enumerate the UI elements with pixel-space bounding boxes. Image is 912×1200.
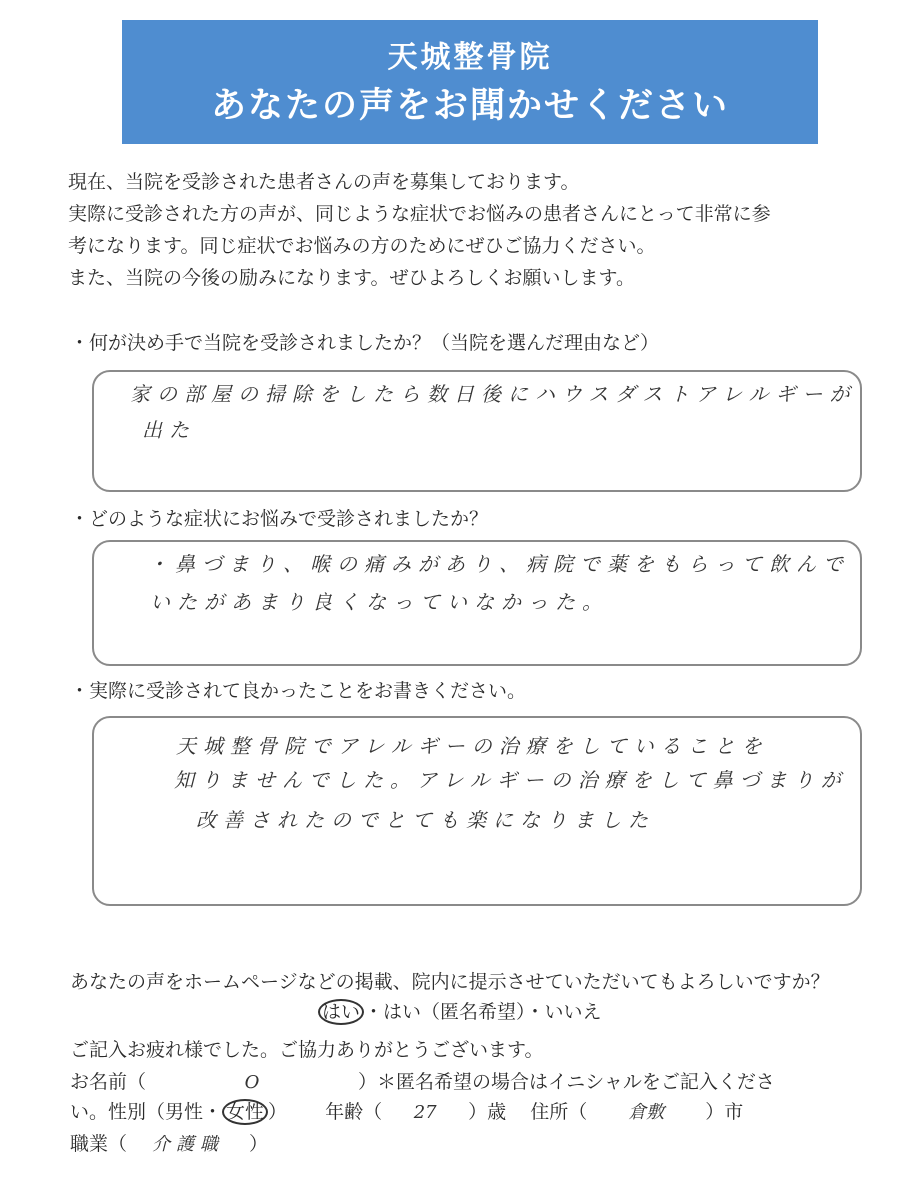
address-label: 住所（ [530, 1101, 588, 1123]
job-field[interactable]: 介護職 [152, 1134, 225, 1155]
address-field[interactable]: 倉敷 [628, 1102, 665, 1123]
intro-line: 実際に受診された方の声が、同じような症状でお悩みの患者さんにとって非常に参 [68, 203, 771, 225]
profile-row [70, 1098, 743, 1127]
job-label: 職業（ [70, 1133, 128, 1155]
age-close: ）歳 [468, 1101, 507, 1123]
intro-text [68, 166, 868, 294]
answer-2-line: いたがあまり良くなっていなかった。 [150, 590, 609, 614]
thanks-text: ご記入お疲れ様でした。ご協力ありがとうございます。 [70, 1039, 544, 1061]
intro-line: また、当院の今後の励みになります。ぜひよろしくお願いします。 [68, 267, 635, 289]
answer-3-line: 知りませんでした。アレルギーの治療をして鼻づまりが [174, 768, 848, 792]
gender-close: ） [268, 1101, 288, 1123]
address-close: ）市 [705, 1101, 744, 1123]
name-field[interactable]: O [244, 1072, 260, 1093]
name-row [70, 1068, 775, 1097]
question-1: ・何が決め手で当院を受診されましたか？（当院を選んだ理由など） [70, 332, 660, 354]
gender-female-selected[interactable]: 女性 [222, 1099, 268, 1125]
question-3: ・実際に受診されて良かったことをお書きください。 [70, 680, 527, 702]
intro-line: 現在、当院を受診された患者さんの声を募集しております。 [68, 171, 580, 193]
consent-question: あなたの声をホームページなどの掲載、院内に提示させていただいてもよろしいですか？ [70, 971, 830, 993]
answer-3-line: 天城整骨院でアレルギーの治療をしていることを [176, 734, 769, 758]
header-banner [122, 20, 818, 144]
intro-line: 考になります。同じ症状でお悩みの方のためにぜひご協力ください。 [68, 235, 656, 257]
clinic-name: 天城整骨院 [387, 40, 553, 75]
name-note: ）＊匿名希望の場合はイニシャルをご記入くださ [358, 1071, 775, 1093]
age-field[interactable]: 27 [413, 1102, 437, 1123]
consent-other-options[interactable]: ・はい（匿名希望）・いいえ [364, 1001, 602, 1023]
answer-1-line: 家の部屋の掃除をしたら数日後にハウスダストアレルギーが [130, 382, 857, 406]
question-2: ・どのような症状にお悩みで受診されましたか？ [70, 508, 489, 530]
answer-2-line: ・鼻づまり、喉の痛みがあり、病院で薬をもらって飲んで [148, 552, 850, 576]
name-label: お名前（ [70, 1071, 147, 1093]
answer-3-line: 改善されたのでとても楽になりました [196, 808, 655, 832]
consent-yes-selected[interactable]: はい [318, 999, 364, 1025]
age-label: 年齢（ [325, 1101, 383, 1123]
consent-choices [318, 998, 602, 1026]
page-title: あなたの声をお聞かせください [210, 86, 729, 126]
gender-label: い。性別（男性・ [70, 1101, 223, 1123]
job-close: ） [249, 1133, 269, 1155]
answer-1-line: 出た [142, 418, 196, 442]
occupation-row [70, 1130, 268, 1159]
